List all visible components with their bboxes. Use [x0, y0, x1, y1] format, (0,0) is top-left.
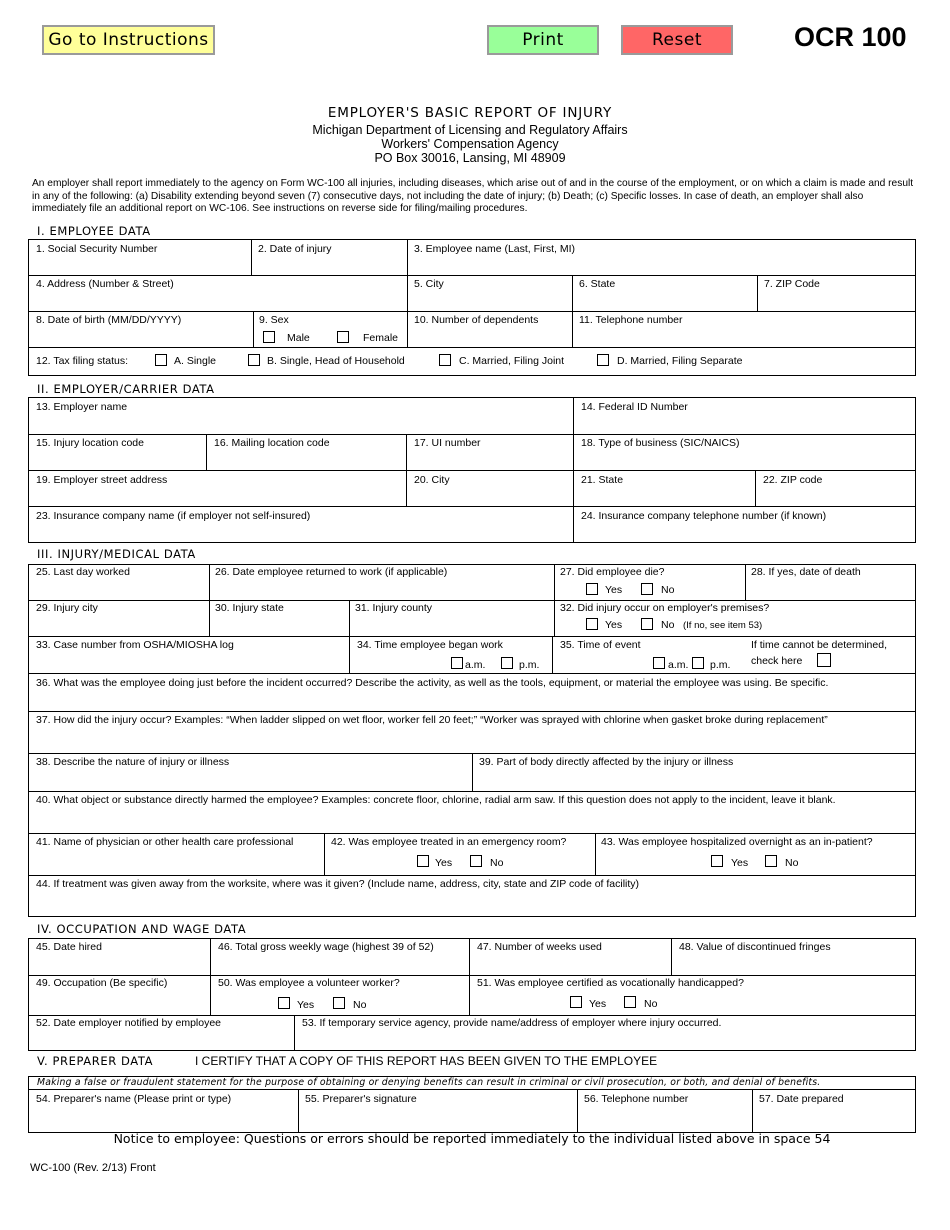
er-yes-label: Yes [435, 857, 453, 869]
agency-line-2: Workers' Compensation Agency [381, 137, 559, 151]
tax-single-label: A. Single [174, 355, 217, 367]
field-case-number[interactable]: 33. Case number from OSHA/MIOSHA log [36, 639, 234, 651]
field-object-substance[interactable]: 40. What object or substance directly harmed the employee? Examples: concrete floor, chlorine, radial arm saw. If this question does not apply to the incident, leave it blank. [36, 794, 836, 806]
handicapped-yes-label: Yes [589, 998, 607, 1010]
field-state[interactable]: 6. State [579, 278, 616, 290]
sex-male-label: Male [287, 332, 310, 344]
field-premises-question: 32. Did injury occur on employer's premises? [560, 602, 770, 614]
event-pm-checkbox[interactable] [692, 657, 704, 669]
field-last-day-worked[interactable]: 25. Last day worked [36, 566, 130, 578]
volunteer-no-checkbox[interactable] [333, 997, 345, 1009]
premises-yes-checkbox[interactable] [586, 618, 598, 630]
employer-data-table [28, 397, 916, 543]
field-weeks-used[interactable]: 47. Number of weeks used [477, 941, 602, 953]
field-telephone[interactable]: 11. Telephone number [579, 314, 683, 326]
field-injury-city[interactable]: 29. Injury city [36, 602, 98, 614]
preparer-data-table [28, 1076, 916, 1133]
die-no-checkbox[interactable] [641, 583, 653, 595]
began-am-label: a.m. [465, 659, 486, 671]
field-injury-county[interactable]: 31. Injury county [355, 602, 433, 614]
handicapped-no-checkbox[interactable] [624, 996, 636, 1008]
injury-data-table [28, 564, 916, 917]
field-federal-id[interactable]: 14. Federal ID Number [581, 401, 688, 413]
field-date-notified[interactable]: 52. Date employer notified by employee [36, 1017, 222, 1029]
certify-statement: I CERTIFY THAT A COPY OF THIS REPORT HAS BEEN GIVEN TO THE EMPLOYEE [195, 1054, 658, 1068]
field-date-prepared[interactable]: 57. Date prepared [759, 1093, 844, 1105]
field-insurance-company[interactable]: 23. Insurance company name (if employer not self-insured) [36, 510, 311, 522]
print-button[interactable]: Print [487, 25, 599, 55]
field-date-hired[interactable]: 45. Date hired [36, 941, 102, 953]
section-employee-data: I. EMPLOYEE DATA [37, 224, 151, 238]
volunteer-yes-checkbox[interactable] [278, 997, 290, 1009]
field-address[interactable]: 4. Address (Number & Street) [36, 278, 174, 290]
form-title: EMPLOYER'S BASIC REPORT OF INJURY [327, 105, 613, 121]
field-physician-name[interactable]: 41. Name of physician or other health care professional [36, 836, 294, 848]
field-part-of-body[interactable]: 39. Part of body directly affected by the injury or illness [479, 756, 734, 768]
field-date-returned[interactable]: 26. Date employee returned to work (if applicable) [215, 566, 448, 578]
tax-filing-label: 12. Tax filing status: [36, 355, 129, 367]
hospital-yes-checkbox[interactable] [711, 855, 723, 867]
form-id: OCR 100 [794, 22, 907, 52]
section-occupation-data: IV. OCCUPATION AND WAGE DATA [37, 922, 247, 936]
intro-paragraph: An employer shall report immediately to the agency on Form WC-100 all injuries, including diseases, which arise out of and in the course of the employment, or on which a claim is made and result in any of the following: (a) Disability extending beyond seven (7) consecutive days, not including the date of injury; (b) Death; (c) Specific losses. In case of death, an employer shall also immediately file an additional report on WC-106. See instructions on reverse side for filing/mailing procedures. [32, 178, 914, 214]
er-no-checkbox[interactable] [470, 855, 482, 867]
employee-data-table [28, 239, 916, 376]
section-employer-data: II. EMPLOYER/CARRIER DATA [37, 382, 215, 396]
field-sex-label: 9. Sex [259, 314, 289, 326]
field-preparer-telephone[interactable]: 56. Telephone number [584, 1093, 689, 1105]
field-handicapped-question: 51. Was employee certified as vocationally handicapped? [477, 977, 744, 989]
field-injury-location-code[interactable]: 15. Injury location code [36, 437, 144, 449]
agency-line-1: Michigan Department of Licensing and Regulatory Affairs [312, 123, 628, 137]
premises-note: (If no, see item 53) [683, 620, 763, 631]
section-preparer-data: V. PREPARER DATA [37, 1054, 154, 1068]
premises-no-label: No [661, 619, 675, 631]
field-ssn[interactable]: 1. Social Security Number [36, 243, 158, 255]
field-emergency-room-question: 42. Was employee treated in an emergency room? [331, 836, 567, 848]
tax-single-checkbox[interactable] [155, 354, 167, 366]
field-nature-of-injury[interactable]: 38. Describe the nature of injury or illness [36, 756, 230, 768]
tax-head-household-label: B. Single, Head of Household [267, 355, 405, 367]
er-no-label: No [490, 857, 504, 869]
field-insurance-phone[interactable]: 24. Insurance company telephone number (if known) [581, 510, 827, 522]
time-undetermined-note-2: check here [751, 655, 803, 667]
field-employer-zip[interactable]: 22. ZIP code [763, 474, 823, 486]
field-activity-before-incident[interactable]: 36. What was the employee doing just before the incident occurred? Describe the activity, as well as the tools, equipment, or material the employee was using. Be specific. [36, 677, 829, 689]
die-yes-label: Yes [605, 584, 623, 596]
event-pm-label: p.m. [710, 659, 731, 671]
section-injury-data: III. INJURY/MEDICAL DATA [37, 547, 196, 561]
field-injury-state[interactable]: 30. Injury state [215, 602, 284, 614]
volunteer-no-label: No [353, 999, 367, 1011]
hospital-yes-label: Yes [731, 857, 749, 869]
began-pm-checkbox[interactable] [501, 657, 513, 669]
field-preparer-signature[interactable]: 55. Preparer's signature [305, 1093, 417, 1105]
notice-to-employee: Notice to employee: Questions or errors should be reported immediately to the individual listed above in space 54 [113, 1131, 831, 1146]
field-time-of-event[interactable]: 35. Time of event [560, 639, 641, 651]
occupation-data-table [28, 938, 916, 1051]
field-treatment-location[interactable]: 44. If treatment was given away from the worksite, where was it given? (Include name, address, city, state and ZIP code of facility) [36, 878, 640, 890]
hospital-no-label: No [785, 857, 799, 869]
tax-married-joint-label: C. Married, Filing Joint [459, 355, 565, 367]
began-pm-label: p.m. [519, 659, 540, 671]
sex-female-label: Female [363, 332, 399, 344]
field-date-of-injury[interactable]: 2. Date of injury [258, 243, 332, 255]
field-dependents[interactable]: 10. Number of dependents [414, 314, 539, 326]
die-yes-checkbox[interactable] [586, 583, 598, 595]
tax-married-separate-label: D. Married, Filing Separate [617, 355, 743, 367]
field-preparer-name[interactable]: 54. Preparer's name (Please print or type) [36, 1093, 232, 1105]
er-yes-checkbox[interactable] [417, 855, 429, 867]
time-undetermined-note-1: If time cannot be determined, [751, 639, 887, 651]
tax-head-household-checkbox[interactable] [248, 354, 260, 366]
field-mailing-location-code[interactable]: 16. Mailing location code [214, 437, 330, 449]
handicapped-yes-checkbox[interactable] [570, 996, 582, 1008]
field-discontinued-fringes[interactable]: 48. Value of discontinued fringes [679, 941, 831, 953]
form-footer: WC-100 (Rev. 2/13) Front [30, 1162, 156, 1174]
handicapped-no-label: No [644, 998, 658, 1010]
field-employer-address[interactable]: 19. Employer street address [36, 474, 168, 486]
field-ui-number[interactable]: 17. UI number [414, 437, 481, 449]
volunteer-yes-label: Yes [297, 999, 315, 1011]
sex-female-checkbox[interactable] [337, 331, 349, 343]
time-undetermined-checkbox[interactable] [817, 653, 831, 667]
field-occupation[interactable]: 49. Occupation (Be specific) [36, 977, 168, 989]
field-date-of-birth[interactable]: 8. Date of birth (MM/DD/YYYY) [36, 314, 182, 326]
field-date-of-death[interactable]: 28. If yes, date of death [751, 566, 861, 578]
tax-married-joint-checkbox[interactable] [439, 354, 451, 366]
field-hospitalized-question: 43. Was employee hospitalized overnight as an in-patient? [601, 836, 873, 848]
field-type-of-business[interactable]: 18. Type of business (SIC/NAICS) [581, 437, 740, 449]
field-temp-agency[interactable]: 53. If temporary service agency, provide name/address of employer where injury occurred. [302, 1017, 722, 1029]
premises-no-checkbox[interactable] [641, 618, 653, 630]
event-am-label: a.m. [668, 659, 689, 671]
field-time-began-work[interactable]: 34. Time employee began work [357, 639, 503, 651]
field-employee-name[interactable]: 3. Employee name (Last, First, MI) [414, 243, 576, 255]
field-employer-name[interactable]: 13. Employer name [36, 401, 128, 413]
tax-married-separate-checkbox[interactable] [597, 354, 609, 366]
field-weekly-wage[interactable]: 46. Total gross weekly wage (highest 39 of 52) [218, 941, 434, 953]
die-no-label: No [661, 584, 675, 596]
field-how-injury-occurred[interactable]: 37. How did the injury occur? Examples: “When ladder slipped on wet floor, worker fell 20 feet;” “Worker was sprayed with chlorine when gasket broke during replacement” [36, 714, 828, 726]
field-did-employee-die: 27. Did employee die? [560, 566, 665, 578]
event-am-checkbox[interactable] [653, 657, 665, 669]
field-city[interactable]: 5. City [414, 278, 444, 290]
sex-male-checkbox[interactable] [263, 331, 275, 343]
began-am-checkbox[interactable] [451, 657, 463, 669]
reset-button[interactable]: Reset [621, 25, 733, 55]
premises-yes-label: Yes [605, 619, 623, 631]
field-employer-city[interactable]: 20. City [414, 474, 450, 486]
field-volunteer-question: 50. Was employee a volunteer worker? [218, 977, 400, 989]
go-to-instructions-button[interactable]: Go to Instructions [42, 25, 215, 55]
agency-line-3: PO Box 30016, Lansing, MI 48909 [374, 151, 566, 165]
field-zip[interactable]: 7. ZIP Code [764, 278, 820, 290]
field-employer-state[interactable]: 21. State [581, 474, 624, 486]
hospital-no-checkbox[interactable] [765, 855, 777, 867]
fraud-warning: Making a false or fraudulent statement for the purpose of obtaining or denying benefits can result in criminal or civil prosecution, or both, and denial of benefits. [37, 1077, 821, 1088]
